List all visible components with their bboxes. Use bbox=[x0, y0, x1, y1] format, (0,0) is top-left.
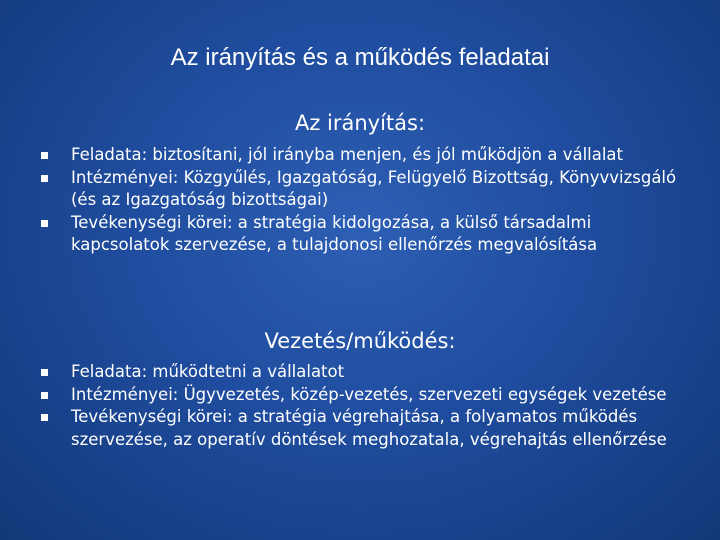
list-item-text: Feladata: biztosítani, jól irányba menjen, és jól működjön a vállalat bbox=[71, 145, 624, 164]
list-item-text: Tevékenységi körei: a stratégia kidolgozása, a külső társadalmi kapcsolatok szervezése, a tulajdonosi ellenőrzés megvalósítása bbox=[71, 212, 598, 254]
square-bullet-icon bbox=[41, 220, 48, 227]
square-bullet-icon bbox=[41, 175, 48, 182]
list-item bbox=[0, 212, 720, 257]
list-item-text: Intézményei: Ügyvezetés, közép-vezetés, szervezeti egységek vezetése bbox=[71, 384, 667, 404]
square-bullet-icon bbox=[41, 369, 48, 376]
square-bullet-icon bbox=[41, 152, 48, 159]
list-item-text: Feladata: működtetni a vállalatot bbox=[71, 362, 345, 381]
bullet-list-iranyitas bbox=[0, 144, 720, 257]
bullet-list-vezetes-mukodes bbox=[0, 361, 720, 451]
section-heading-vezetes-mukodes: Vezetés/működés: bbox=[264, 329, 456, 353]
list-item-text: Tevékenységi körei: a stratégia végrehajtása, a folyamatos működés szervezése, az operatív döntések meghozatala, végrehajtás ellenőrzése bbox=[71, 407, 667, 449]
section-heading-iranyitas: Az irányítás: bbox=[294, 111, 426, 135]
list-item bbox=[0, 406, 720, 451]
list-item bbox=[0, 144, 720, 167]
list-item bbox=[0, 361, 720, 384]
list-item bbox=[0, 167, 720, 212]
slide-title: Az irányítás és a működés feladatai bbox=[170, 44, 550, 71]
list-item bbox=[0, 384, 720, 407]
square-bullet-icon bbox=[41, 392, 48, 399]
list-item-text: Intézményei: Közgyűlés, Igazgatóság, Felügyelő Bizottság, Könyvvizsgáló (és az Igazgatóság bizottságai) bbox=[71, 167, 677, 209]
square-bullet-icon bbox=[41, 414, 48, 421]
